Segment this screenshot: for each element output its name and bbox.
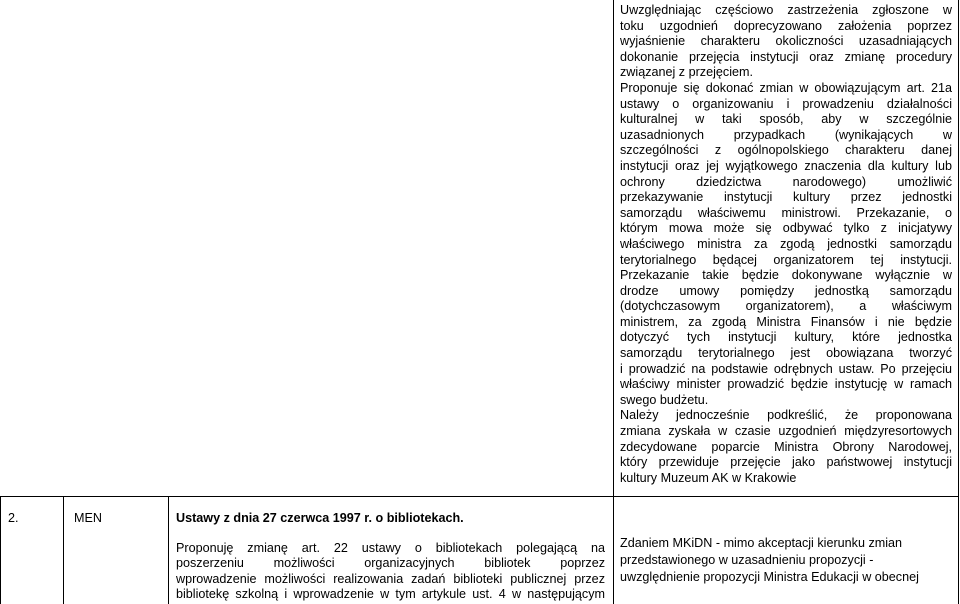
upper-position-line: ministrem, za zgodą Ministra Finansów i nie będzie — [620, 314, 952, 329]
act-title: Ustawy z dnia 27 czerwca 1997 r. o bibliotekach. — [176, 511, 464, 525]
upper-position-line: Przekazanie takie będzie dokonywane wyłącznie w — [620, 268, 952, 283]
upper-position-line: instytucji oraz jej wyjątkowego znaczenia dla kultury lub — [620, 158, 952, 173]
upper-position-line: Należy jednocześnie podkreślić, że proponowana — [620, 408, 952, 423]
upper-position-line: kultury Muzeum AK w Krakowie — [620, 470, 797, 485]
table-border-col1 — [63, 496, 64, 604]
table-border-col3 — [613, 496, 614, 604]
table-border-right — [958, 496, 959, 604]
upper-position-line: ochrony dziedzictwa narodowego) umożliwić — [620, 174, 952, 189]
table-border-left — [0, 496, 1, 604]
upper-position-line: przekazywanie instytucji kultury przez jednostki — [620, 190, 952, 205]
upper-position-line: związanej z przejęciem. — [620, 65, 753, 80]
row-number-text: 2. — [8, 511, 19, 525]
institution-text: MEN — [74, 511, 102, 525]
position-line: przedstawionego w uzasadnieniu propozycji - — [620, 553, 874, 568]
upper-position-line: samorządu właściwemu ministrowi. Przekazanie, o — [620, 205, 952, 220]
upper-position-line: wyjaśnienie charakteru okoliczności uzasadniających — [620, 34, 952, 49]
position-cell — [620, 535, 952, 587]
row-number — [8, 511, 19, 527]
upper-position-cell — [620, 3, 952, 486]
table-border-col2 — [168, 496, 169, 604]
proposal-line: wprowadzenie możliwości realizowania zadań biblioteki publicznej przez — [176, 571, 605, 586]
upper-position-line: samorządu terytorialnego jest obowiązana tworzyć — [620, 346, 952, 361]
upper-position-line: drodze umowy pomiędzy jednostką samorządu — [620, 283, 952, 298]
upper-position-line: właściwego ministra za zgodą jednostki samorządu — [620, 236, 952, 251]
upper-position-line: Proponuje się dokonać zmian w obowiązującym art. 21a — [620, 80, 952, 95]
table-row-separator — [0, 496, 959, 497]
table-border-right-upper — [958, 0, 959, 496]
upper-position-line: Uwzględniając częściowo zastrzeżenia zgłoszone w — [620, 3, 952, 17]
upper-position-line: uzasadnionych przypadkach (wynikających w — [620, 127, 952, 142]
proposal-cell — [176, 511, 605, 603]
upper-position-line: który przewiduje przejęcie jako państwowej instytucji — [620, 455, 952, 470]
upper-position-line: którym mowa może się odbywać tylko z inicjatywy — [620, 221, 952, 236]
upper-position-line: zmiana zyskała w czasie uzgodnień międzyresortowych — [620, 424, 952, 439]
upper-position-line: zdecydowane poparcie Ministra Obrony Narodowej, — [620, 439, 952, 454]
upper-position-line: swego budżetu. — [620, 392, 709, 407]
upper-position-line: terytorialnego będącej organizatorem tej instytucji. — [620, 252, 952, 267]
institution-cell — [74, 511, 102, 527]
position-line: Zdaniem MKiDN - mimo akceptacji kierunku zmian — [620, 536, 903, 550]
proposal-line: Proponuję zmianę art. 22 ustawy o bibliotekach polegającą na — [176, 540, 605, 555]
proposal-line: poszerzeniu możliwości organizacyjnych bibliotek poprzez — [176, 556, 605, 571]
upper-position-line: toku uzgodnień doprecyzowano założenia poprzez — [620, 18, 952, 33]
upper-position-line: i prowadzić na podstawie odrębnych ustaw. Po przejęciu — [620, 361, 952, 376]
proposal-line: bibliotekę szkolną i wprowadzenie w tym artykule ust. 4 w następującym — [176, 587, 605, 602]
upper-position-line: (dotychczasowym organizatorem), a właściwym — [620, 299, 952, 314]
upper-position-line: kulturalnej w taki sposób, aby w szczególnie — [620, 112, 952, 127]
proposal-text — [176, 541, 605, 603]
position-line: uwzględnienie propozycji Ministra Edukacji w obecnej — [620, 570, 919, 585]
table-border-left-upper — [613, 0, 614, 496]
upper-position-line: ustawy o organizowaniu i prowadzeniu działalności — [620, 96, 952, 111]
upper-position-line: szczególności z ogólnopolskiego charakteru danej — [620, 143, 952, 158]
upper-position-line: właściwy minister prowadzić będzie instytucję w ramach — [620, 377, 952, 392]
upper-position-line: dokonanie przejęcia instytucji oraz zmianę procedury — [620, 49, 952, 64]
upper-position-line: dotyczyć tych instytucji kultury, które jednostka — [620, 330, 952, 345]
